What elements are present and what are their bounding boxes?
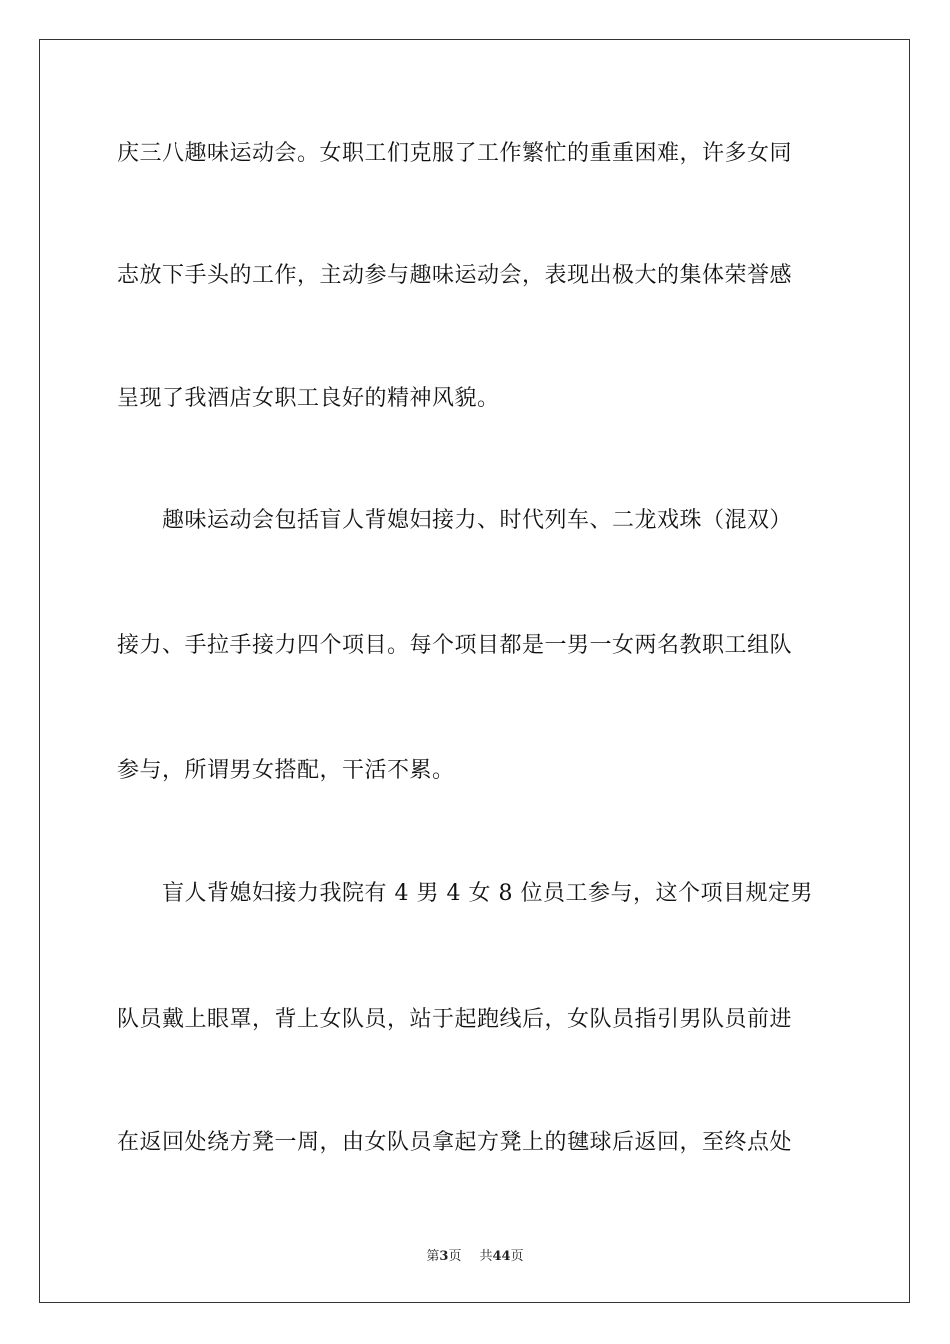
total-prefix: 共 xyxy=(479,1249,493,1264)
body-text-line: 接力、手拉手接力四个项目。每个项目都是一男一女两名教职工组队 xyxy=(117,633,793,658)
body-text-line: 在返回处绕方凳一周，由女队员拿起方凳上的毽球后返回，至终点处 xyxy=(117,1130,793,1155)
total-pages: 44 xyxy=(492,1249,511,1264)
page-number: 3 xyxy=(439,1249,449,1264)
total-suffix: 页 xyxy=(510,1249,524,1264)
page-suffix: 页 xyxy=(448,1249,462,1264)
body-text-line: 队员戴上眼罩，背上女队员，站于起跑线后，女队员指引男队员前进 xyxy=(117,1007,793,1032)
page-border xyxy=(39,39,910,1303)
body-text-line: 庆三八趣味运动会。女职工们克服了工作繁忙的重重困难，许多女同 xyxy=(117,141,793,166)
body-text-line: 呈现了我酒店女职工良好的精神风貌。 xyxy=(117,386,500,411)
page-prefix: 第 xyxy=(426,1249,440,1264)
page-footer xyxy=(0,1248,950,1266)
body-text-line: 参与，所谓男女搭配，干活不累。 xyxy=(117,758,455,783)
body-text-line: 志放下手头的工作，主动参与趣味运动会，表现出极大的集体荣誉感 xyxy=(117,263,793,288)
paragraph-first-line: 盲人背媳妇接力我院有 4 男 4 女 8 位员工参与，这个项目规定男 xyxy=(162,881,813,906)
paragraph-first-line: 趣味运动会包括盲人背媳妇接力、时代列车、二龙戏珠（混双） xyxy=(162,508,793,533)
